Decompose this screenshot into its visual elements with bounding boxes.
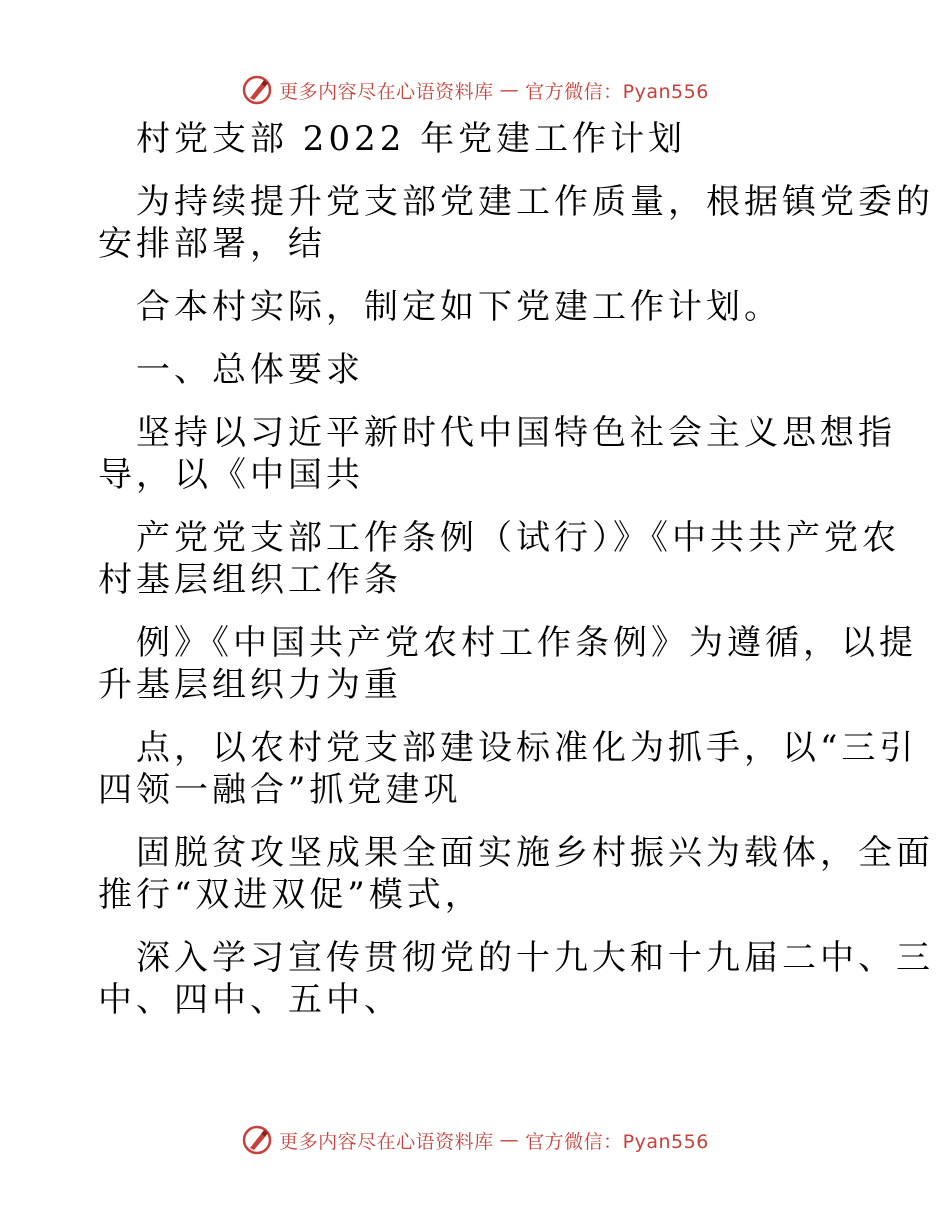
watermark-contact: 官方微信：Pyan556 [525,80,709,103]
paragraph-line: 产党党支部工作条例（试行）》《中共共产党农 [136,518,900,558]
watermark-separator: — [499,1129,520,1151]
paragraph-line: 点，以农村党支部建设标准化为抓手，以“三引 [136,728,918,768]
document-title: 村党支部 2022 年党建工作计划 [136,119,687,159]
watermark-header [0,70,950,110]
section-heading: 一、总体要求 [136,350,364,390]
paragraph-line: 例》《中国共产党农村工作条例》为遵循，以提 [136,623,917,663]
paragraph-line: 中、四中、五中、 [98,980,402,1020]
paragraph-line: 推行“双进双促”模式， [98,875,483,915]
watermark-footer [0,1120,950,1160]
paragraph-line: 村基层组织工作条 [98,560,402,600]
watermark-separator: — [499,79,520,101]
paragraph-line: 深入学习宣传贯彻党的十九大和十九届二中、三 [136,938,934,978]
watermark-brand: 更多内容尽在心语资料库 [279,80,494,103]
paragraph-line: 合本村实际，制定如下党建工作计划。 [136,287,782,327]
pen-logo-icon [241,1124,273,1156]
paragraph-line: 固脱贫攻坚成果全面实施乡村振兴为载体，全面 [136,833,934,873]
paragraph-line: 导，以《中国共 [98,455,364,495]
paragraph-line: 升基层组织力为重 [98,665,402,705]
paragraph-line: 坚持以习近平新时代中国特色社会主义思想指 [136,413,896,453]
document-body [98,118,934,1021]
pen-logo-icon [241,74,273,106]
watermark-brand: 更多内容尽在心语资料库 [279,1130,494,1153]
watermark-contact: 官方微信：Pyan556 [525,1130,709,1153]
paragraph-line: 为持续提升党支部党建工作质量，根据镇党委的 [136,182,934,222]
paragraph-line: 四领一融合”抓党建巩 [98,770,462,810]
paragraph-line: 安排部署，结 [98,224,326,264]
